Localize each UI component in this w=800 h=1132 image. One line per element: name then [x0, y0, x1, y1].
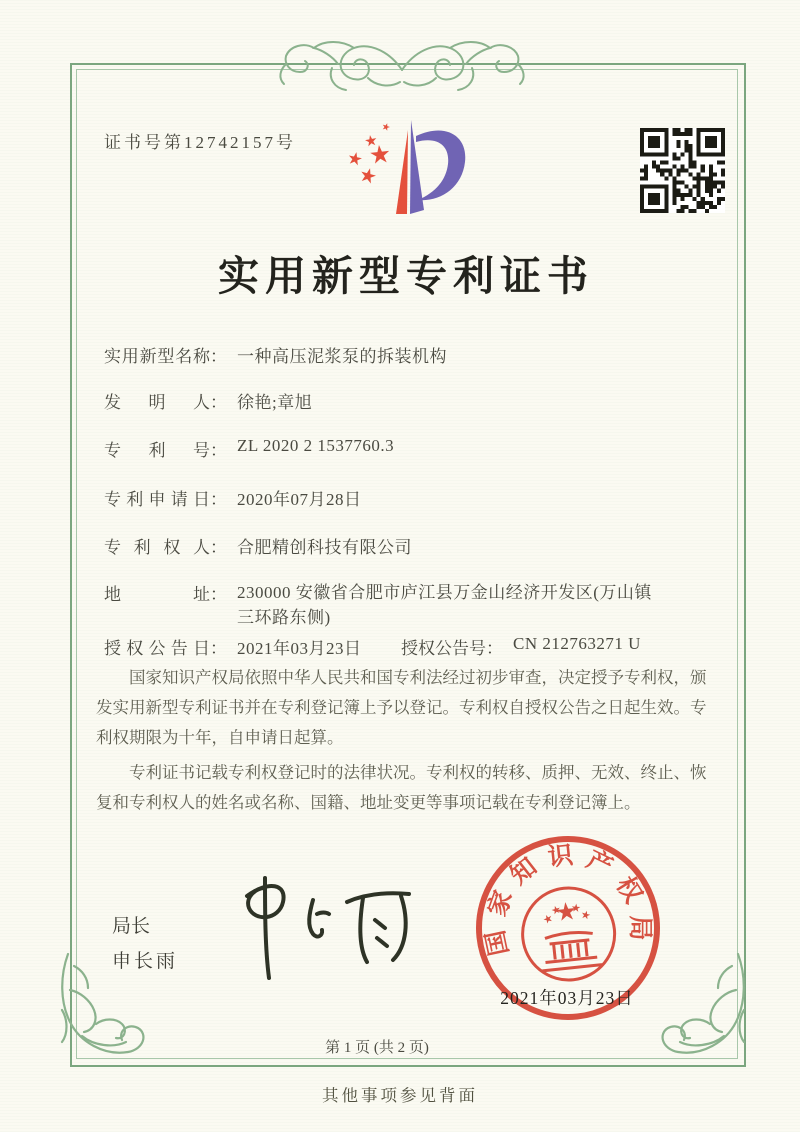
- svg-text:权: 权: [610, 872, 647, 908]
- field-value-inventor: 徐艳;章旭: [237, 393, 313, 412]
- field-row-name: 实用新型名称 ： 一种高压泥浆泵的拆装机构: [104, 342, 447, 367]
- field-value-grant-number: CN 212763271 U: [513, 634, 641, 653]
- svg-text:家: 家: [483, 887, 518, 920]
- director-signature: [225, 862, 420, 990]
- svg-text:知: 知: [505, 853, 543, 890]
- field-label: 授权公告号: [401, 639, 486, 658]
- legal-paragraph-1: 国家知识产权局依照中华人民共和国专利法经过初步审查，决定授予专利权，颁发实用新型专利证书并在专利登记簿上予以登记。专利权自授权公告之日起生效。专利权期限为十年，自申请日起算。: [96, 668, 707, 747]
- field-value-address: 230000 安徽省合肥市庐江县万金山经济开发区(万山镇三环路东侧): [237, 583, 652, 627]
- field-label: 专利申请日: [104, 490, 210, 509]
- svg-text:识: 识: [546, 842, 575, 872]
- svg-text:产: 产: [582, 846, 617, 882]
- field-row-patent-number: 专利号 ： ZL 2020 2 1537760.3: [104, 436, 395, 460]
- officer-title: 局长: [112, 916, 151, 937]
- field-row-inventor: 发明人 ： 徐艳;章旭: [104, 388, 312, 413]
- legal-text: [96, 663, 720, 823]
- field-label: 地址: [104, 585, 210, 604]
- field-value-filing-date: 2020年07月28日: [237, 490, 362, 509]
- field-value-name: 一种高压泥浆泵的拆装机构: [237, 347, 447, 366]
- certificate-number: 证书号第12742157号: [104, 133, 296, 152]
- seal-date: 2021年03月23日: [500, 988, 634, 1008]
- field-label: 授权公告日: [104, 639, 210, 658]
- certificate-title: 实用新型专利证书: [218, 253, 594, 299]
- legal-paragraph-2: 专利证书记载专利权登记时的法律状况。专利权的转移、质押、无效、终止、恢复和专利权人的姓名或名称、国籍、地址变更等事项记载在专利登记簿上。: [96, 763, 707, 812]
- field-value-patent-number: ZL 2020 2 1537760.3: [237, 436, 395, 455]
- top-border-ornament: [272, 34, 532, 98]
- svg-text:局: 局: [626, 915, 653, 941]
- officer-name: 申长雨: [112, 951, 179, 972]
- cnipa-logo-icon: [342, 114, 476, 220]
- field-label: 实用新型名称: [104, 347, 210, 366]
- page-number: 第 1 页 (共 2 页): [325, 1040, 429, 1056]
- field-label: 专利号: [104, 441, 210, 460]
- field-row-grant: 授权公告日 ： 2021年03月23日 授权公告号 ： CN 212763271 U: [104, 634, 641, 658]
- field-value-patentee: 合肥精创科技有限公司: [237, 538, 412, 557]
- field-value-grant-date: 2021年03月23日: [237, 639, 362, 658]
- field-label: 发明人: [104, 393, 210, 412]
- field-row-address: 地址 ： 230000 安徽省合肥市庐江县万金山经济开发区(万山镇三环路东侧): [104, 580, 669, 630]
- field-row-filing-date: 专利申请日 ： 2020年07月28日: [104, 485, 362, 510]
- back-side-note: 其他事项参见背面: [322, 1086, 478, 1105]
- field-label: 专利权人: [104, 538, 210, 557]
- qr-code: [640, 128, 725, 213]
- svg-text:国: 国: [482, 927, 514, 958]
- field-row-patentee: 专利权人 ： 合肥精创科技有限公司: [104, 533, 412, 558]
